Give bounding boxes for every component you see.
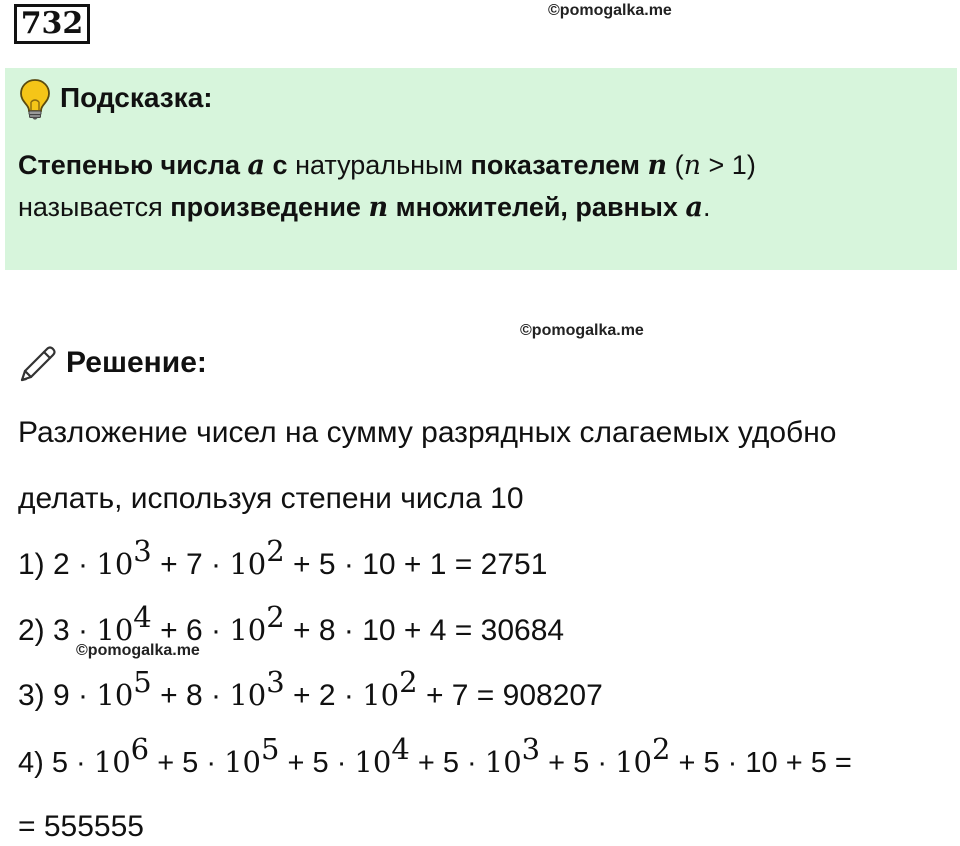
solution-item-3: 3) $9 \cdot 10^5 + 8 \cdot 10^3 + 2 \cdot 10^2 + 7 = 908207$ bbox=[18, 665, 603, 712]
hint-title: Подсказка: bbox=[60, 82, 213, 113]
watermark-middle: ©pomogalka.me bbox=[520, 322, 644, 339]
solution-item-1: 1) $2 \cdot 10^3 + 7 \cdot 10^2 + 5 \cdot 10 + 1 = 2751$ bbox=[18, 534, 548, 581]
hint-definition-line-1: Степенью числа a с натуральным показателем n (n > 1) bbox=[18, 150, 756, 181]
solution-item-2: 2) $3 \cdot 10^4 + 6 \cdot 10^2 + 8 \cdot 10 + 4 = 30684$ bbox=[18, 600, 565, 647]
solution-intro-line-2: делать, используя степени числа 10 bbox=[18, 482, 524, 515]
solution-intro-line-1: Разложение чисел на сумму разрядных слагаемых удобно bbox=[18, 416, 837, 449]
lightbulb-icon bbox=[18, 78, 52, 120]
solution-title: Решение: bbox=[66, 346, 207, 379]
watermark-bottom: ©pomogalka.me bbox=[76, 642, 200, 659]
watermark-top: ©pomogalka.me bbox=[548, 2, 672, 19]
solution-item-4: 4) $5 \cdot 10^6 + 5 \cdot 10^5 + 5 \cdot 10^4 + 5 \cdot 10^3 + 5 \cdot 10^2 + 5 \cdot 10 + 5$ = bbox=[18, 732, 852, 779]
hint-definition-line-2: называется произведение n множителей, равных a. bbox=[18, 192, 711, 223]
pencil-icon bbox=[16, 342, 60, 386]
task-number: 732 bbox=[14, 4, 90, 44]
solution-item-4-continuation: = 555555 bbox=[18, 810, 144, 843]
